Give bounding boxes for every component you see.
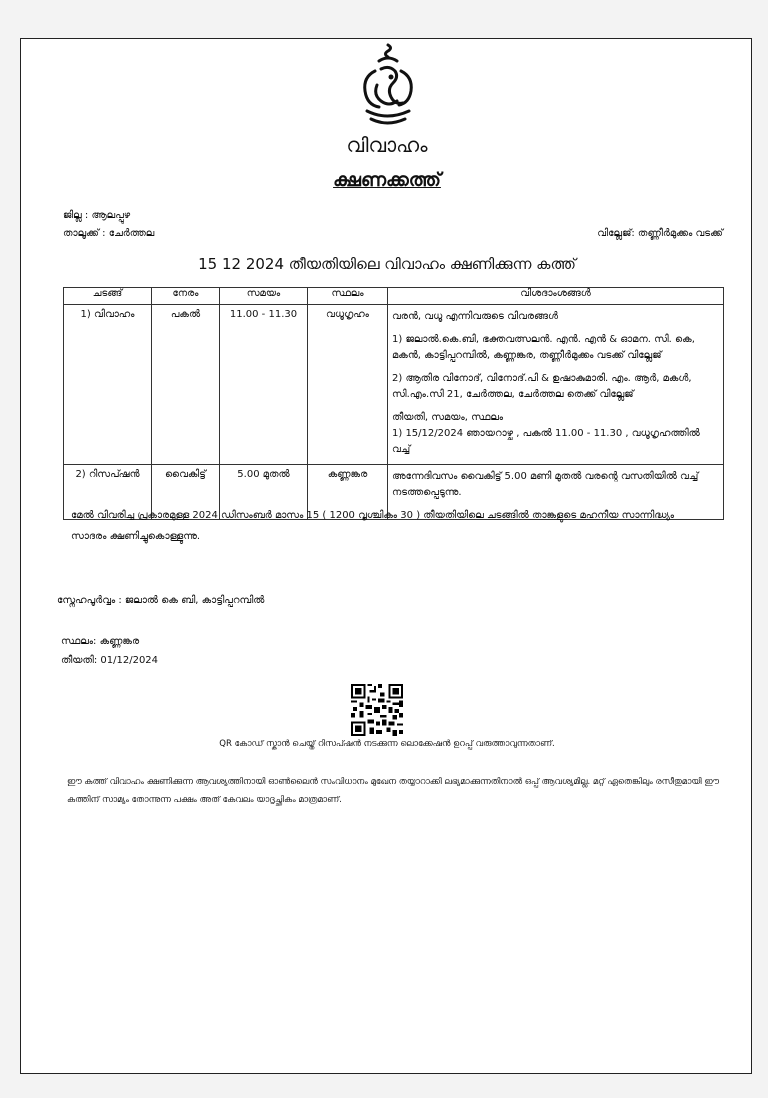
column-header: വിശദാംശങ്ങൾ <box>388 288 724 305</box>
ganesha-logo-icon <box>347 41 429 129</box>
details-line: 1) ജലാൽ.കെ.ബി, ഭക്തവത്സലൻ. എൻ. എൻ & ഓമന. സി. കെ, മകൻ, കാട്ടിപ്പറമ്പിൽ, കണ്ണങ്കര, തണ്ണീർമുക്കം വടക്ക് വില്ലേജ് <box>392 334 695 361</box>
page-subtitle: ക്ഷണക്കത്ത് <box>333 169 441 191</box>
regards-text: സ്നേഹപൂർവ്വം : ജലാൽ കെ ബി, കാട്ടിപ്പറമ്പിൽ <box>57 595 265 606</box>
district-text: ജില്ല : ആലപ്പുഴ <box>63 210 131 221</box>
time-cell: 5.00 മുതൽ <box>220 465 308 520</box>
time-cell: 11.00 - 11.30 <box>220 305 308 465</box>
period-cell: പകൽ <box>152 305 220 465</box>
date-text: തീയതി: 01/12/2024 <box>61 655 159 666</box>
invitation-text: മേൽ വിവരിച്ച പ്രകാരമുള്ള 2024 ഡിസംബർ മാസം 15 ( 1200 വൃശ്ചികം 30 ) തീയതിയിലെ ചടങ്ങിൽ താങ്കളുടെ മഹനീയ സാന്നിദ്ധ്യം സാദരം ക്ഷണിച്ചുകൊള്ളുന്നു. <box>71 510 675 542</box>
qr-caption: QR കോഡ് സ്കാൻ ചെയ്ത് റിസപ്ഷൻ നടക്കുന്ന ലൊക്കേഷൻ ഉറപ്പ് വരുത്താവുന്നതാണ്. <box>219 739 555 749</box>
table-row <box>64 305 724 465</box>
page-title: വിവാഹം <box>346 133 428 157</box>
details-cell <box>388 305 724 465</box>
column-header: സ്ഥലം <box>308 288 388 305</box>
column-header: ചടങ്ങ് <box>64 288 152 305</box>
village-text: വില്ലേജ്: തണ്ണീർമുക്കം വടക്ക് <box>597 228 723 239</box>
table-header-row <box>64 288 724 305</box>
column-header: നേരം <box>152 288 220 305</box>
column-header: സമയം <box>220 288 308 305</box>
qr-code-icon[interactable] <box>351 684 403 736</box>
details-line: വരൻ, വധൂ എന്നിവരുടെ വിവരങ്ങൾ <box>392 311 558 322</box>
place-cell: കണ്ണങ്കര <box>308 465 388 520</box>
events-table <box>63 287 724 520</box>
invitation-page <box>20 38 752 1074</box>
disclaimer-text: ഈ കത്ത് വിവാഹം ക്ഷണിക്കുന്ന ആവശ്യത്തിനായി ഓൺലൈൻ സംവിധാനം മുഖേന തയ്യാറാക്കി ലഭ്യമാക്കുന്നതിനാൽ ഒപ്പ് ആവശ്യമില്ല. മറ്റ് ഏതെങ്കിലും രസീതുമായി ഈ കത്തിന് സാമ്യം തോന്നുന്ന പക്ഷം അത് കേവലം യാദൃച്ഛികം മാത്രമാണ്. <box>67 777 720 805</box>
details-line: 2) ആതിര വിനോദ്, വിനോദ്.പി & ഉഷാകുമാരി. എം. ആർ, മകൾ, സി.എം.സി 21, ചേർത്തല, ചേർത്തല തെക്ക് വില്ലേജ് <box>392 373 692 400</box>
place-cell: വധൂഗൃഹം <box>308 305 388 465</box>
details-line: അന്നേദിവസം വൈകിട്ട് 5.00 മണി മുതൽ വരന്റെ വസതിയിൽ വച്ച് നടത്തപ്പെടുന്നു. <box>392 471 699 498</box>
event-cell: 1) വിവാഹം <box>64 305 152 465</box>
period-cell: വൈകിട്ട് <box>152 465 220 520</box>
details-line: 1) 15/12/2024 ഞായറാഴ്ച , പകൽ 11.00 - 11.30 , വധൂഗൃഹത്തിൽ വച്ച് <box>392 428 700 455</box>
event-cell: 2) റിസപ്ഷൻ <box>64 465 152 520</box>
taluk-text: താലൂക്ക് : ചേർത്തല <box>63 228 155 239</box>
place-text: സ്ഥലം: കണ്ണങ്കര <box>61 636 140 647</box>
details-line: തീയതി, സമയം, സ്ഥലം <box>392 412 504 423</box>
invitation-heading: 15 12 2024 തീയതിയിലെ വിവാഹം ക്ഷണിക്കുന്ന കത്ത് <box>198 255 576 273</box>
